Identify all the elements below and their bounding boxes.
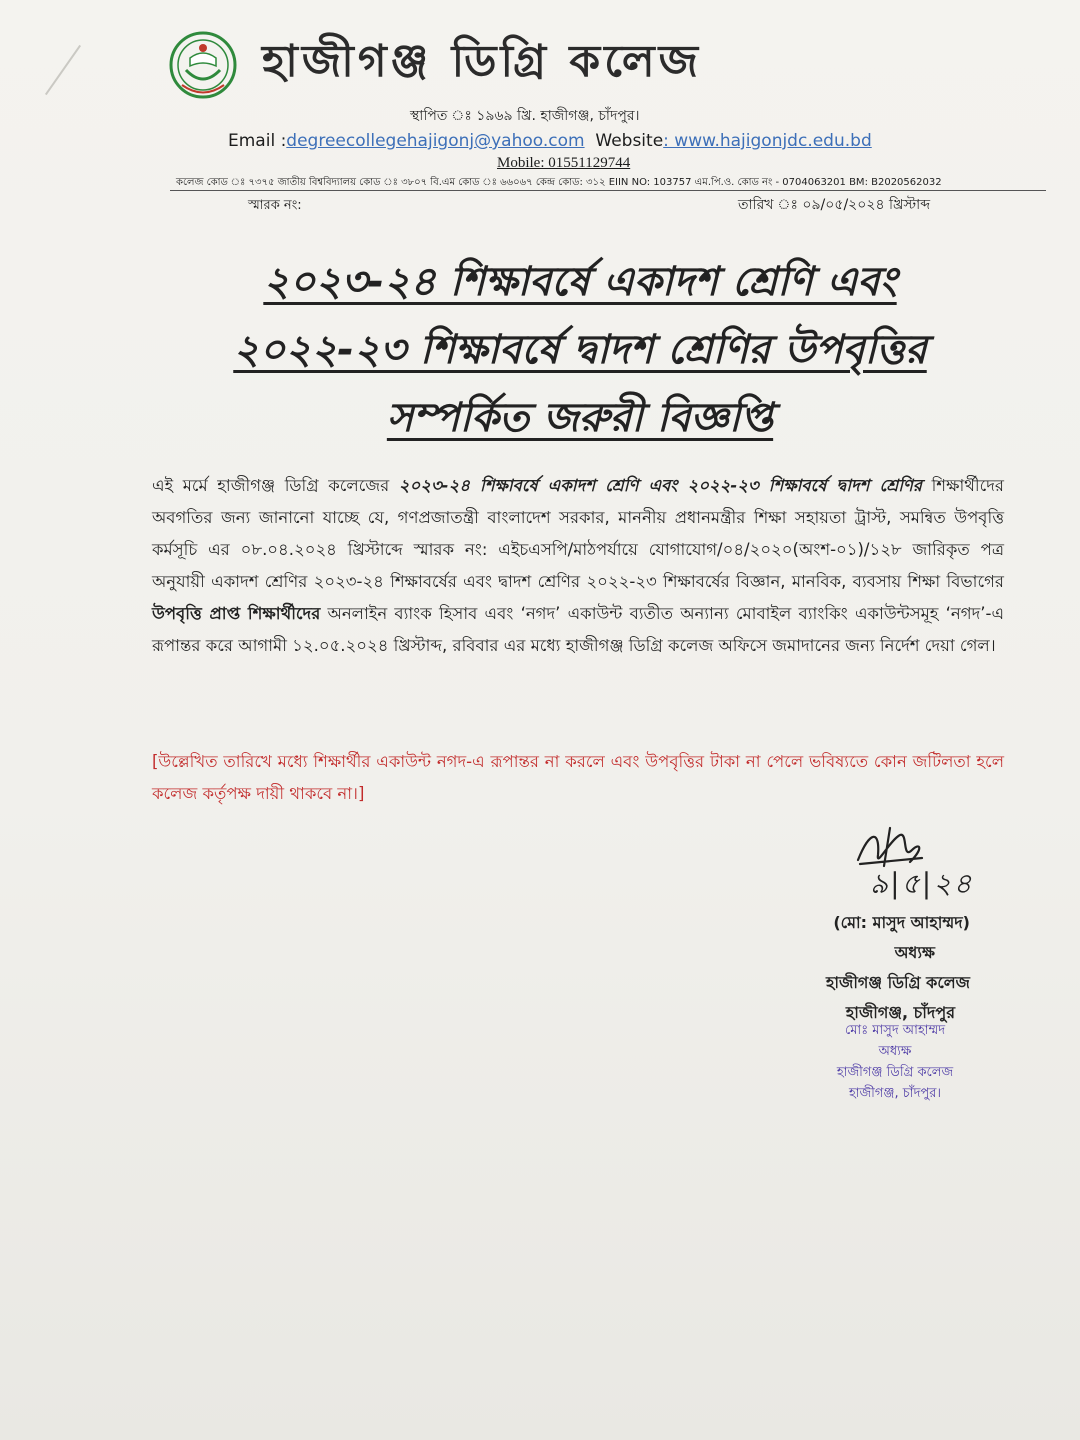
notice-date: তারিখ ঃ ০৯/০৫/২০২৪ খ্রিস্টাব্দ: [738, 197, 931, 213]
body-part-2: শিক্ষার্থীদের অবগতির জন্য জানানো যাচ্ছে যে, গণপ্রজাতন্ত্রী বাংলাদেশ সরকার, মাননীয় প্রধানমন্ত্রীর শিক্ষা সহায়তা ট্রাস্ট, সমন্বিত উপবৃত্তি কর্মসূচি এর ০৮.০৪.২০২৪ খ্রিস্টাব্দে স্মারক নং: এইচএসপি/মাঠপর্যায়ে যোগাযোগ/০৪/২০২০(অংশ-০১)/১২৮ জারিকৃত পত্র অনুযায়ী একাদশ শ্রেণির ২০২৩-২৪ শিক্ষাবর্ষের এবং দ্বাদশ শ্রেণির ২০২২-২৩ শিক্ষাবর্ষের বিজ্ঞান, মানবিক, ব্যবসায় শিক্ষা বিভাগের: [152, 476, 1005, 591]
paper-fold-mark: [45, 45, 81, 95]
contact-line: [228, 131, 948, 151]
notice-title-line-2: ২০২২-২৩ শিক্ষাবর্ষে দ্বাদশ শ্রেণির উপবৃত্তির: [233, 327, 927, 373]
stamp-designation: অধ্যক্ষ: [878, 1044, 912, 1059]
mobile-number: Mobile: 01551129744: [497, 155, 631, 171]
signatory-location: হাজীগঞ্জ, চাঁদপুর: [845, 1003, 955, 1022]
body-emphasis-sessions: ২০২৩-২৪ শিক্ষাবর্ষে একাদশ শ্রেণি এবং ২০২২-২৩ শিক্ষাবর্ষে দ্বাদশ শ্রেণির: [398, 476, 922, 495]
established-line: স্থাপিত ঃ ১৯৬৯ খ্রি. হাজীগঞ্জ, চাঁদপুর।: [410, 108, 640, 124]
body-part-3: অনলাইন ব্যাংক হিসাব এবং ‘নগদ’ একাউন্ট ব্যতীত অন্যান্য মোবাইল ব্যাংকিং একাউন্টসমূহ ‘নগদ’-এ রূপান্তর করে আগামী ১২.০৫.২০২৪ খ্রিস্টাব্দ, রবিবার এর মধ্যে হাজীগঞ্জ ডিগ্রি কলেজ অফিসে জমাদানের জন্য নির্দেশ দেয়া গেল।: [152, 604, 1004, 655]
website-label: Website: [595, 131, 664, 151]
signatory-college: হাজীগঞ্জ ডিগ্রি কলেজ: [825, 973, 970, 992]
warning-note: [উল্লেখিত তারিখে মধ্যে শিক্ষার্থীর একাউন্ট নগদ-এ রূপান্তর না করলে এবং উপবৃত্তির টাকা না পেলে ভবিষ্যতে কোন জটিলতা হলে কলেজ কর্তৃপক্ষ দায়ী থাকবে না।]: [152, 752, 1004, 803]
body-emphasis-recipients: উপবৃত্তি প্রাপ্ত শিক্ষার্থীদের: [152, 604, 321, 623]
college-name: হাজীগঞ্জ ডিগ্রি কলেজ: [262, 36, 703, 87]
institution-codes: কলেজ কোড ঃ ৭৩৭৫ জাতীয় বিশ্ববিদ্যালয় কোড ঃ ৩৮০৭ বি.এম কোড ঃ ৬৬০৬৭ কেন্দ্র কোড: ৩১২ EIIN NO: 103757 এম.পি.ও. কোড নং - 0704063201 BM: B2020562032: [176, 177, 942, 188]
website-link[interactable]: : www.hajigonjdc.edu.bd: [663, 131, 872, 151]
notice-body: [152, 470, 1004, 662]
stamp-name: মোঃ মাসুদ আহাম্মদ: [844, 1023, 946, 1038]
email-label: Email :: [228, 131, 287, 151]
stamp-location: হাজীগঞ্জ, চাঁদপুর।: [848, 1086, 942, 1101]
signatory-name: (মো: মাসুদ আহাম্মদ): [833, 913, 970, 932]
handwritten-date: ৯|৫|২৪: [870, 867, 974, 900]
email-link[interactable]: degreecollegehajigonj@yahoo.com: [286, 131, 585, 151]
notice-title-line-1: ২০২৩-২৪ শিক্ষাবর্ষে একাদশ শ্রেণি এবং: [263, 259, 897, 305]
notice-title-line-3: সম্পর্কিত জরুরী বিজ্ঞপ্তি: [386, 395, 774, 441]
memo-number: স্মারক নং:: [248, 198, 302, 213]
signatory-designation: অধ্যক্ষ: [894, 943, 935, 962]
college-emblem-icon: [168, 30, 238, 100]
header-divider: [170, 190, 1046, 191]
stamp-college: হাজীগঞ্জ ডিগ্রি কলেজ: [836, 1065, 954, 1080]
body-part-1: এই মর্মে হাজীগঞ্জ ডিগ্রি কলেজের: [152, 476, 399, 495]
official-seal-stamp: [820, 1020, 970, 1104]
